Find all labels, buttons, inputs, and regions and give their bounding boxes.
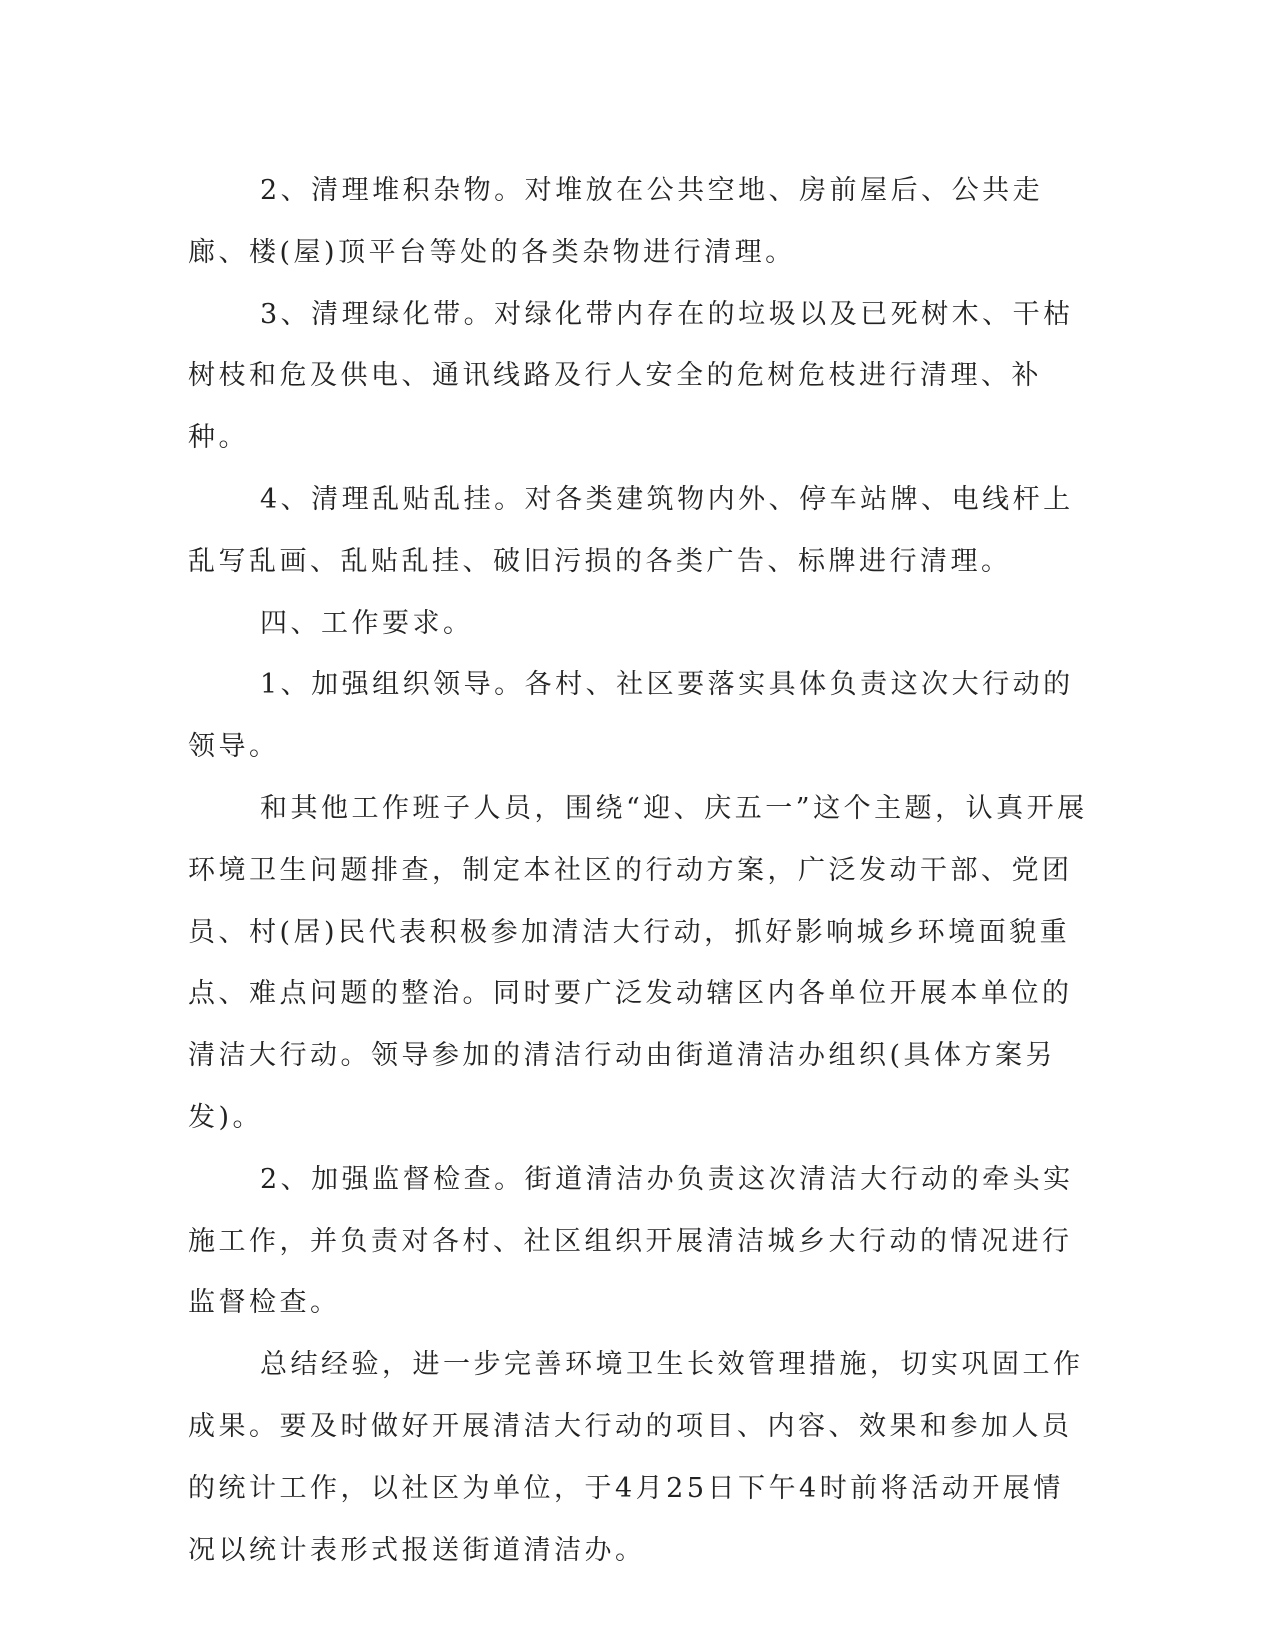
paragraph-clear-green-belt: 3、清理绿化带。对绿化带内存在的垃圾以及已死树木、干枯树枝和危及供电、通讯线路及行人安全的危树危枝进行清理、补种。	[188, 298, 1074, 454]
paragraph-clear-debris: 2、清理堆积杂物。对堆放在公共空地、房前屋后、公共走廊、楼(屋)顶平台等处的各类杂物进行清理。	[188, 175, 1044, 268]
paragraph-supervision: 2、加强监督检查。街道清洁办负责这次清洁大行动的牵头实施工作，并负责对各村、社区组织开展清洁城乡大行动的情况进行监督检查。	[188, 1163, 1074, 1319]
paragraph-other-staff: 和其他工作班子人员，围绕“迎、庆五一”这个主题，认真开展环境卫生问题排查，制定本社区的行动方案，广泛发动干部、党团员、村(居)民代表积极参加清洁大行动，抓好影响城乡环境面貌重点、难点问题的整治。同时要广泛发动辖区内各单位开展本单位的清洁大行动。领导参加的清洁行动由街道清洁办组织(具体方案另发)。	[188, 792, 1088, 1133]
paragraph-clear-postings: 4、清理乱贴乱挂。对各类建筑物内外、停车站牌、电线杆上乱写乱画、乱贴乱挂、破旧污损的各类广告、标牌进行清理。	[188, 483, 1074, 577]
paragraph-strengthen-leadership: 1、加强组织领导。各村、社区要落实具体负责这次大行动的领导。	[188, 669, 1074, 763]
document-body	[188, 160, 1088, 1581]
paragraph-summary: 总结经验，进一步完善环境卫生长效管理措施，切实巩固工作成果。要及时做好开展清洁大行动的项目、内容、效果和参加人员的统计工作，以社区为单位，于4月25日下午4时前将活动开展情况以统计表形式报送街道清洁办。	[188, 1349, 1084, 1566]
section-heading-work-requirements: 四、工作要求。	[260, 607, 474, 639]
